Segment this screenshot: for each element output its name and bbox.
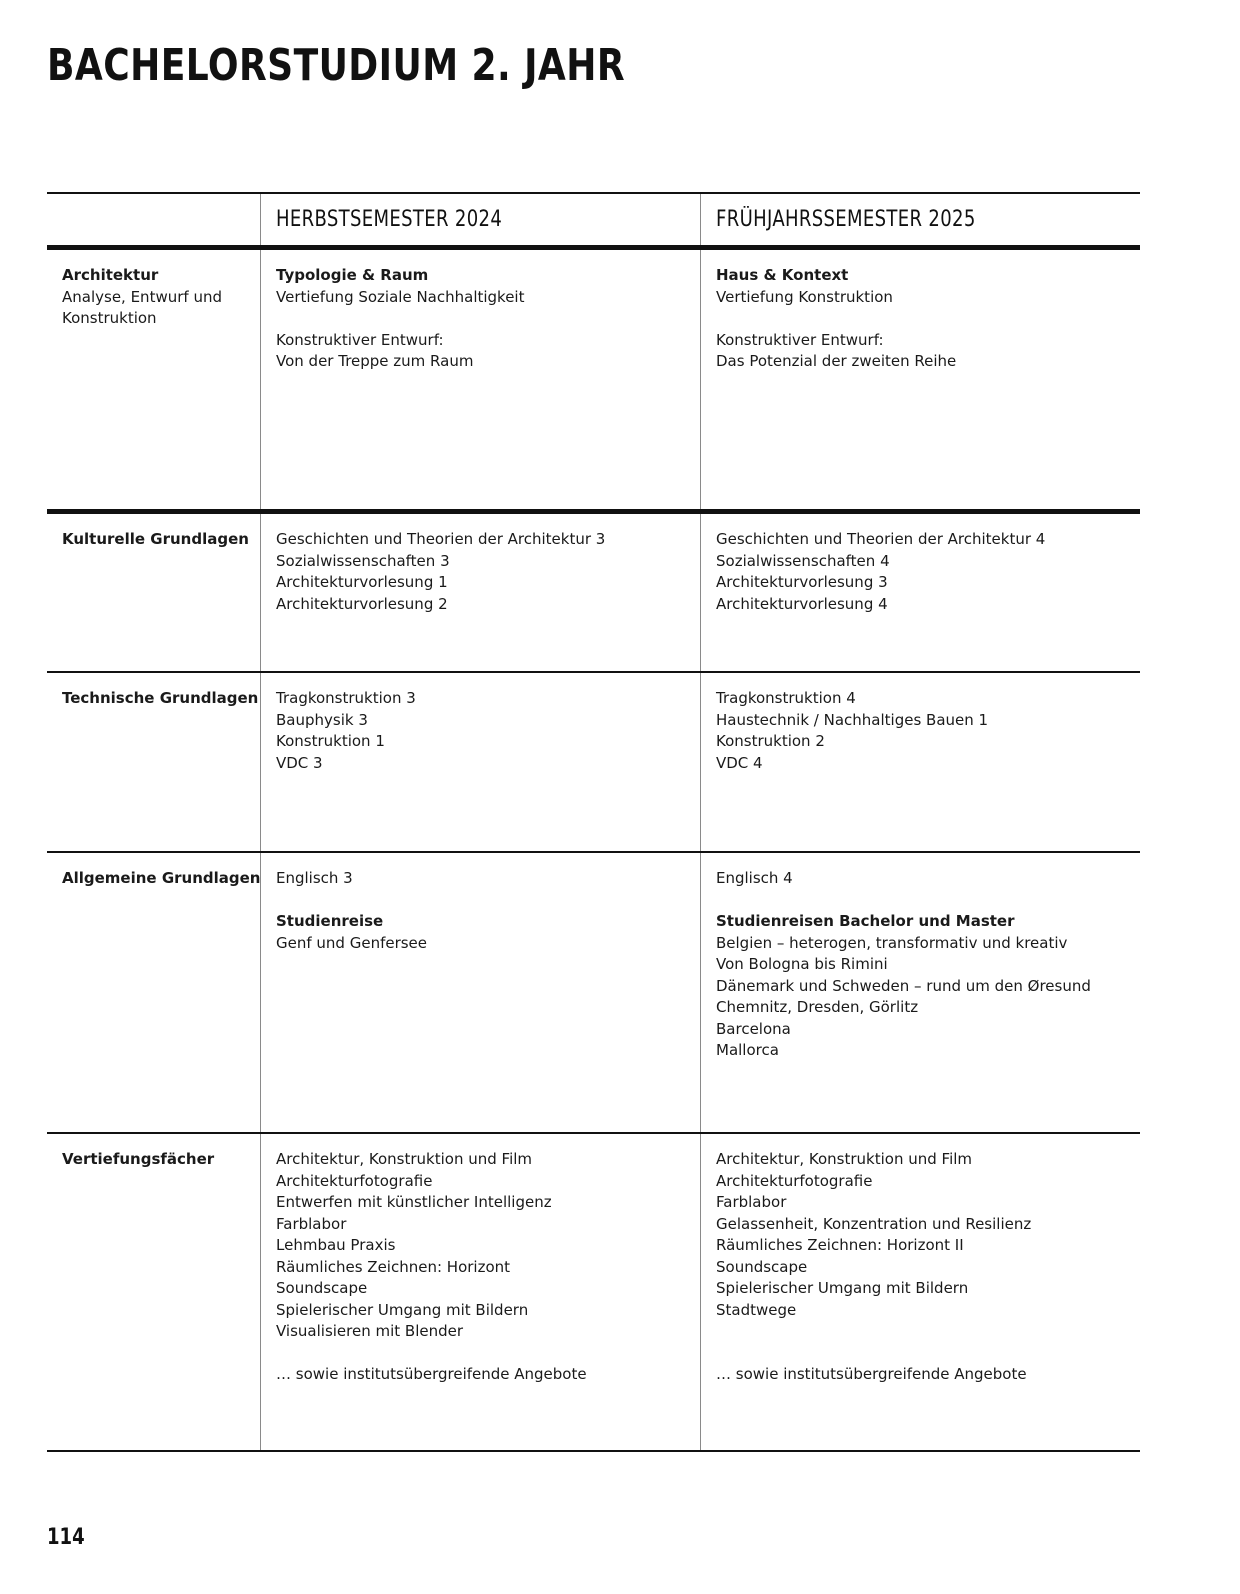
course-item: Soundscape [716, 1257, 808, 1276]
course-item: Architekturvorlesung 3 [716, 573, 888, 591]
course-heading: Haus & Kontext [716, 266, 849, 284]
course-item: Räumliches Zeichnen: Horizont II [716, 1236, 964, 1254]
course-item: Konstruktion 1 [276, 732, 385, 750]
herbstsemester-cell [260, 250, 700, 509]
course-heading: Studienreisen Bachelor und Master [716, 912, 1015, 930]
course-item: Barcelona [716, 1019, 791, 1038]
header-label: FRÜHJAHRSSEMESTER 2025 [716, 207, 976, 232]
course-item: Von der Treppe zum Raum [276, 352, 474, 370]
page-title: BACHELORSTUDIUM 2. JAHR [47, 40, 626, 91]
course-item: Architekturfotografie [276, 1171, 433, 1190]
course-item: Sozialwissenschaften 4 [716, 551, 890, 570]
row-label-cell [47, 250, 260, 509]
course-item: Architekturfotografie [716, 1171, 873, 1190]
course-heading: Typologie & Raum [276, 266, 429, 284]
course-item: Architekturvorlesung 2 [276, 594, 448, 613]
table-row [47, 673, 1140, 853]
course-item [716, 1321, 1140, 1343]
course-item: Entwerfen mit künstlicher Intelligenz [276, 1193, 552, 1211]
header-cell-fruehjahrssemester [700, 194, 1140, 245]
course-item: Farblabor [716, 1193, 787, 1211]
course-item: Belgien – heterogen, transformativ und kreativ [716, 933, 1068, 952]
table-row [47, 1134, 1140, 1452]
course-item: Räumliches Zeichnen: Horizont [276, 1257, 511, 1276]
course-item: Stadtwege [716, 1300, 797, 1319]
table-row [47, 250, 1140, 514]
course-item: Farblabor [276, 1214, 347, 1233]
course-item: Englisch 4 [716, 869, 793, 887]
fruehjahrssemester-cell [700, 1134, 1140, 1450]
course-item: Mallorca [716, 1041, 779, 1059]
course-item: Konstruktiver Entwurf: [716, 330, 884, 349]
course-heading: Studienreise [276, 912, 384, 930]
course-item: Englisch 3 [276, 869, 353, 887]
row-label: Vertiefungsfächer [62, 1150, 215, 1168]
course-item: Visualisieren mit Blender [276, 1322, 464, 1340]
course-item: Chemnitz, Dresden, Görlitz [716, 998, 919, 1016]
course-item: … sowie institutsübergreifende Angebote [716, 1365, 1027, 1383]
course-item: Haustechnik / Nachhaltiges Bauen 1 [716, 710, 989, 729]
header-empty-cell [47, 194, 260, 245]
herbstsemester-cell [260, 514, 700, 671]
course-item: Tragkonstruktion 4 [716, 689, 856, 707]
fruehjahrssemester-cell [700, 250, 1140, 509]
row-label: Architektur [62, 266, 159, 284]
course-item [716, 1343, 1140, 1365]
row-label: Technische Grundlagen [62, 689, 259, 707]
course-item: Geschichten und Theorien der Architektur 3 [276, 530, 606, 548]
course-item: Von Bologna bis Rimini [716, 955, 888, 973]
course-item: Architekturvorlesung 1 [276, 573, 448, 591]
fruehjahrssemester-cell [700, 853, 1140, 1132]
course-item: Architektur, Konstruktion und Film [716, 1150, 973, 1168]
course-item: Konstruktiver Entwurf: [276, 330, 444, 349]
fruehjahrssemester-cell [700, 673, 1140, 851]
curriculum-table [47, 192, 1140, 1452]
table-row [47, 514, 1140, 673]
course-item [276, 890, 700, 912]
row-label-cell [47, 1134, 260, 1450]
course-item [276, 1343, 700, 1365]
course-item: Konstruktion 2 [716, 732, 825, 750]
course-item: Sozialwissenschaften 3 [276, 551, 450, 570]
course-item [716, 308, 1140, 330]
course-item: Genf und Genfersee [276, 933, 428, 952]
row-label: Kulturelle Grundlagen [62, 530, 249, 548]
course-item: … sowie institutsübergreifende Angebote [276, 1365, 587, 1383]
course-item: Architektur, Konstruktion und Film [276, 1150, 533, 1168]
course-item: VDC 3 [276, 753, 323, 772]
course-item: Vertiefung Konstruktion [716, 287, 893, 306]
row-label-subtitle: Analyse, Entwurf und [62, 287, 222, 306]
header-label: HERBSTSEMESTER 2024 [276, 207, 503, 232]
row-label-cell [47, 673, 260, 851]
course-item: Architekturvorlesung 4 [716, 594, 888, 613]
course-item: Geschichten und Theorien der Architektur 4 [716, 530, 1046, 548]
row-label-cell [47, 514, 260, 671]
row-label-cell [47, 853, 260, 1132]
header-cell-herbstsemester [260, 194, 700, 245]
herbstsemester-cell [260, 673, 700, 851]
course-item [276, 308, 700, 330]
course-item [716, 890, 1140, 912]
course-item: Gelassenheit, Konzentration und Resilienz [716, 1214, 1032, 1233]
fruehjahrssemester-cell [700, 514, 1140, 671]
course-item: Soundscape [276, 1279, 368, 1297]
row-label-subtitle: Konstruktion [62, 309, 157, 327]
row-label: Allgemeine Grundlagen [62, 869, 261, 887]
course-item: Bauphysik 3 [276, 710, 368, 729]
course-item: Dänemark und Schweden – rund um den Øresund [716, 976, 1091, 995]
course-item: Spielerischer Umgang mit Bildern [276, 1300, 529, 1319]
herbstsemester-cell [260, 853, 700, 1132]
course-item: Das Potenzial der zweiten Reihe [716, 352, 957, 370]
herbstsemester-cell [260, 1134, 700, 1450]
page-number: 114 [47, 1525, 85, 1550]
table-header-row [47, 192, 1140, 250]
course-item: Tragkonstruktion 3 [276, 689, 416, 707]
course-item: Vertiefung Soziale Nachhaltigkeit [276, 287, 525, 306]
course-item: Spielerischer Umgang mit Bildern [716, 1279, 969, 1297]
course-item: VDC 4 [716, 753, 763, 772]
table-row [47, 853, 1140, 1134]
course-item: Lehmbau Praxis [276, 1236, 396, 1254]
